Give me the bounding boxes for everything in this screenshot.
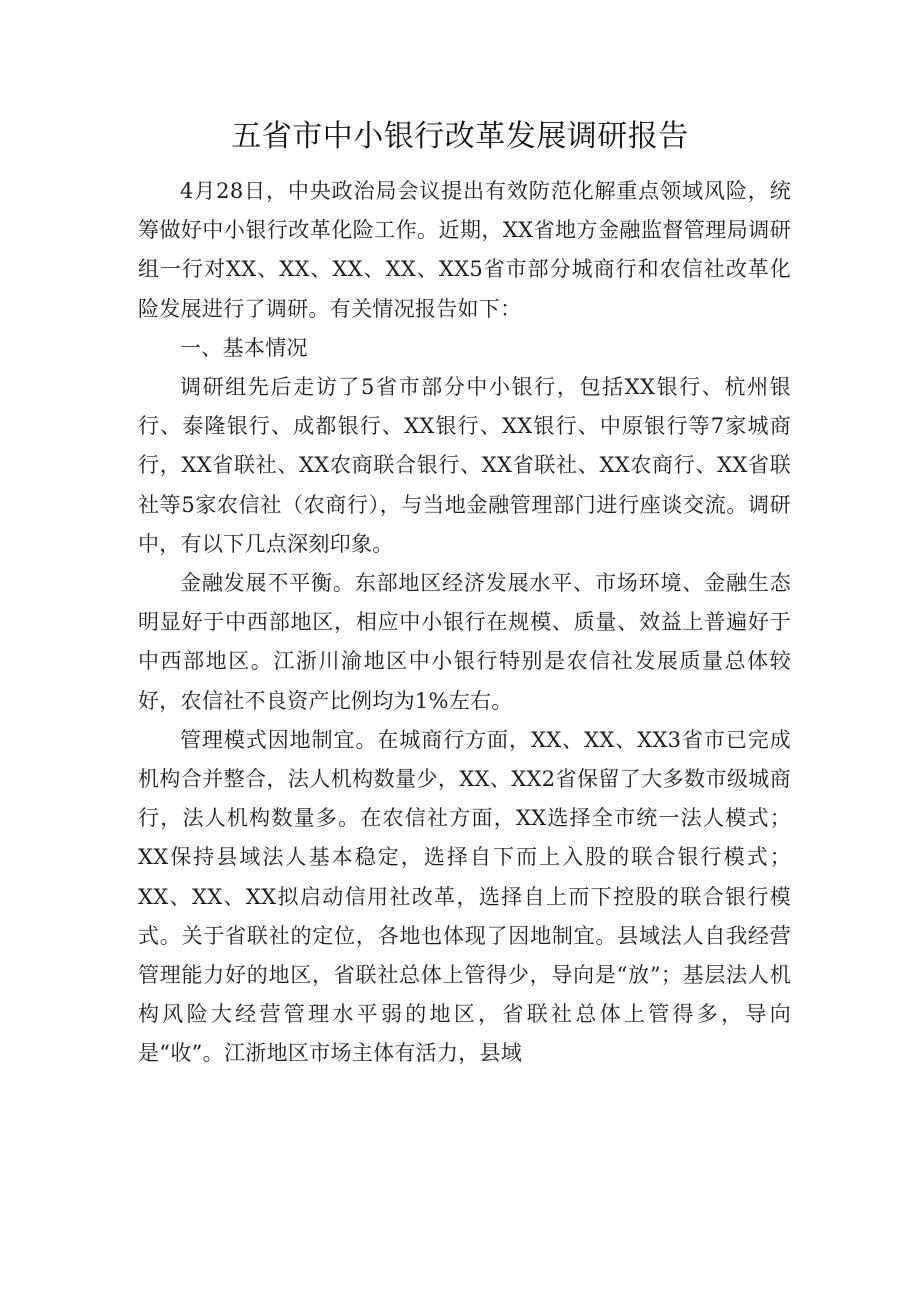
paragraph-survey-scope: 调研组先后走访了5省市部分中小银行，包括XX银行、杭州银行、泰隆银行、成都银行、XX银行、XX银行、中原银行等7家城商行，XX省联社、XX农商联合银行、XX省联社、XX农商行、XX省联社等5家农信社（农商行），与当地金融管理部门进行座谈交流。调研中，有以下几点深刻印象。 xyxy=(138,375,791,556)
document-title: 五省市中小银行改革发展调研报告 xyxy=(231,119,689,154)
paragraph-unbalanced-development: 金融发展不平衡。东部地区经济发展水平、市场环境、金融生态明显好于中西部地区，相应中小银行在规模、质量、效益上普遍好于中西部地区。江浙川渝地区中小银行特别是农信社发展质量总体较好，农信社不良资产比例均为1%左右。 xyxy=(138,571,791,713)
paragraph-management-model: 管理模式因地制宜。在城商行方面，XX、XX、XX3省市已完成机构合并整合，法人机构数量少，XX、XX2省保留了大多数市级城商行，法人机构数量多。在农信社方面，XX选择全市统一法人模式；XX保持县域法人基本稳定，选择自下而上入股的联合银行模式；XX、XX、XX拟启动信用社改革，选择自上而下控股的联合银行模式。关于省联社的定位，各地也体现了因地制宜。县域法人自我经营管理能力好的地区，省联社总体上管得少，导向是“放”；基层法人机构风险大经营管理水平弱的地区，省联社总体上管得多，导向是“收”。江浙地区市场主体有活力，县域 xyxy=(138,727,791,1066)
document-body xyxy=(138,172,791,1074)
paragraph-intro: 4月28日，中央政治局会议提出有效防范化解重点领域风险，统筹做好中小银行改革化险工作。近期，XX省地方金融监督管理局调研组一行对XX、XX、XX、XX、XX5省市部分城商行和农信社改革化险发展进行了调研。有关情况报告如下： xyxy=(138,179,791,321)
section-heading-basic-situation: 一、基本情况 xyxy=(180,335,308,360)
